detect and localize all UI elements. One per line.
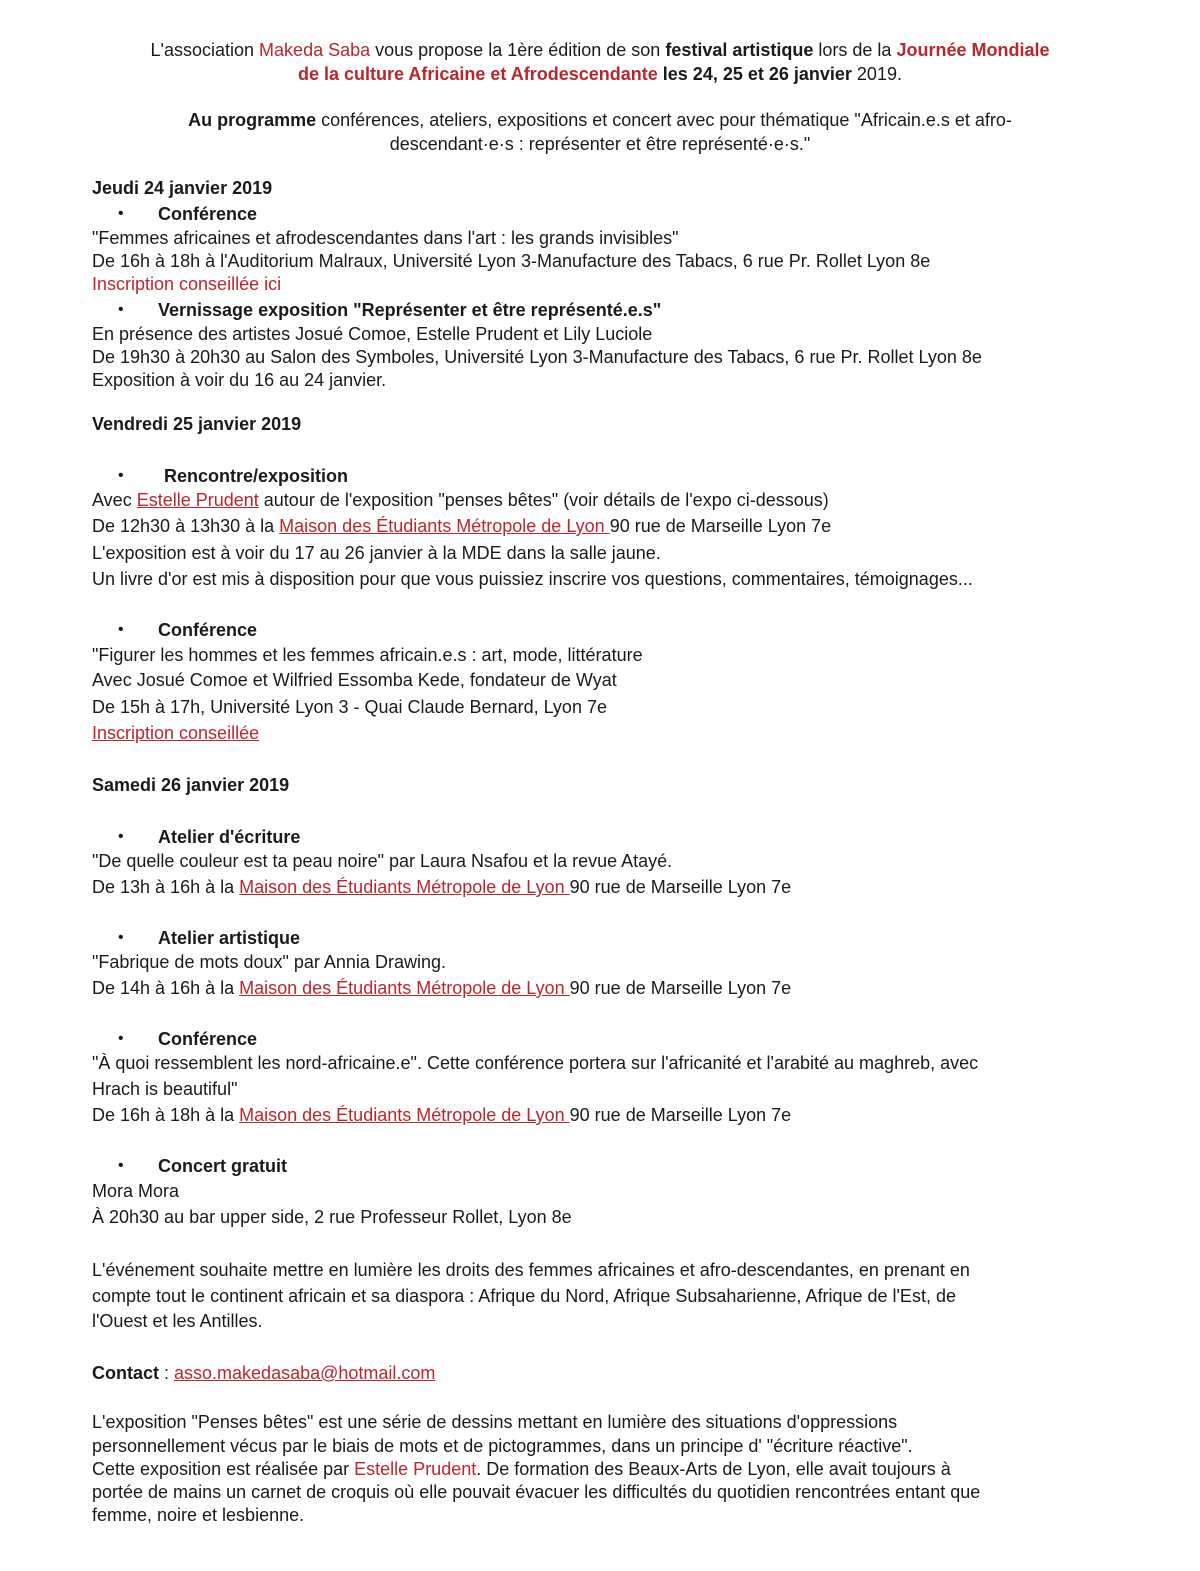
expo-description: Cette exposition est réalisée par Estelle Prudent. De formation des Beaux-Arts de Lyon, elle avait toujours à <box>92 1459 951 1479</box>
festival-label: festival artistique <box>665 40 814 60</box>
day-heading-vendredi: Vendredi 25 janvier 2019 <box>92 414 302 434</box>
event-name: de la culture Africaine et Afrodescendante <box>298 64 658 84</box>
item-artists: Avec Estelle Prudent autour de l'exposition "penses bêtes" (voir détails de l'expo ci-dessous) <box>92 490 829 510</box>
item-title: Conférence <box>158 1029 258 1049</box>
contact-email-link[interactable]: asso.makedasaba@hotmail.com <box>174 1363 436 1383</box>
artist-name: Estelle Prudent <box>354 1459 477 1479</box>
item-title: Conférence <box>158 204 258 224</box>
bullet-icon: • <box>118 621 124 638</box>
day-heading-jeudi: Jeudi 24 janvier 2019 <box>92 178 273 198</box>
closing-text: L'événement souhaite mettre en lumière les droits des femmes africaines et afro-descendantes, en prenant en <box>92 1260 970 1280</box>
venue-link[interactable]: Maison des Étudiants Métropole de Lyon <box>239 877 570 897</box>
expo-description: femme, noire et lesbienne. <box>92 1505 305 1525</box>
bullet-icon: • <box>118 828 124 845</box>
event-year: 2019. <box>851 64 902 84</box>
item-subject: "De quelle couleur est ta peau noire" par Laura Nsafou et la revue Atayé. <box>92 851 673 871</box>
item-location: De 16h à 18h à la Maison des Étudiants Métropole de Lyon 90 rue de Marseille Lyon 7e <box>92 1105 792 1125</box>
program-text: descendant·e·s : représenter et être représenté·e·s." <box>389 134 811 154</box>
item-title: Rencontre/exposition <box>164 466 349 486</box>
program-label: Au programme <box>188 110 317 130</box>
closing-text: compte tout le continent africain et sa diaspora : Afrique du Nord, Afrique Subsaharienne, Afrique de l'Est, de <box>92 1286 956 1306</box>
item-title: Atelier d'écriture <box>158 827 301 847</box>
item-subject: "Fabrique de mots doux" par Annia Drawing. <box>92 952 446 972</box>
registration-link[interactable]: Inscription conseillée <box>92 723 260 743</box>
item-title: Atelier artistique <box>158 928 301 948</box>
item-subject: "Figurer les hommes et les femmes africain.e.s : art, mode, littérature <box>92 645 643 665</box>
association-name: Makeda Saba <box>259 40 371 60</box>
event-dates: les 24, 25 et 26 janvier <box>657 64 852 84</box>
item-location: De 13h à 16h à la Maison des Étudiants Métropole de Lyon 90 rue de Marseille Lyon 7e <box>92 877 792 897</box>
item-dates: Exposition à voir du 16 au 24 janvier. <box>92 370 387 390</box>
item-subject: "Femmes africaines et afrodescendantes dans l'art : les grands invisibles" <box>92 228 679 248</box>
item-subject: "À quoi ressemblent les nord-africaine.e". Cette conférence portera sur l'africanité et l'arabité au maghreb, avec <box>92 1053 979 1073</box>
bullet-icon: • <box>118 929 124 946</box>
item-title: Vernissage exposition "Représenter et être représenté.e.s" <box>158 300 662 320</box>
item-dates: L'exposition est à voir du 17 au 26 janvier à la MDE dans la salle jaune. <box>92 543 661 563</box>
contact-label: Contact <box>92 1363 159 1383</box>
intro-text: L'association <box>150 40 260 60</box>
event-name: Journée Mondiale <box>896 40 1050 60</box>
item-artists: Mora Mora <box>92 1181 180 1201</box>
item-location: De 12h30 à 13h30 à la Maison des Étudiants Métropole de Lyon 90 rue de Marseille Lyon 7e <box>92 516 832 536</box>
day-heading-samedi: Samedi 26 janvier 2019 <box>92 775 290 795</box>
bullet-icon: • <box>118 205 124 222</box>
intro-text: lors de la <box>813 40 897 60</box>
closing-text: l'Ouest et les Antilles. <box>92 1311 263 1331</box>
venue-link[interactable]: Maison des Étudiants Métropole de Lyon <box>239 978 570 998</box>
bullet-icon: • <box>118 467 124 484</box>
item-subject: Hrach is beautiful" <box>92 1079 238 1099</box>
venue-link[interactable]: Maison des Étudiants Métropole de Lyon <box>239 1105 570 1125</box>
program-text: conférences, ateliers, expositions et concert avec pour thématique "Africain.e.s et afro- <box>316 110 1012 130</box>
item-location: De 19h30 à 20h30 au Salon des Symboles, Université Lyon 3-Manufacture des Tabacs, 6 rue Pr. Rollet Lyon 8e <box>92 347 982 367</box>
item-artists: En présence des artistes Josué Comoe, Estelle Prudent et Lily Luciole <box>92 324 653 344</box>
registration-link[interactable]: Inscription conseillée ici <box>92 274 282 294</box>
contact-line: Contact : asso.makedasaba@hotmail.com <box>92 1363 436 1383</box>
item-title: Conférence <box>158 620 258 640</box>
intro-paragraph <box>80 38 1120 86</box>
bullet-icon: • <box>118 1157 124 1174</box>
expo-description: portée de mains un carnet de croquis où elle pouvait évacuer les difficultés du quotidien rencontrées entant que <box>92 1482 981 1502</box>
expo-description: personnellement vécus par le biais de mots et de pictogrammes, dans un principe d' "écriture réactive". <box>92 1436 913 1456</box>
bullet-icon: • <box>118 1030 124 1047</box>
artist-link[interactable]: Estelle Prudent <box>136 490 259 510</box>
venue-link[interactable]: Maison des Étudiants Métropole de Lyon <box>279 516 610 536</box>
item-location: À 20h30 au bar upper side, 2 rue Professeur Rollet, Lyon 8e <box>92 1207 572 1227</box>
bullet-icon: • <box>118 301 124 318</box>
item-location: De 16h à 18h à l'Auditorium Malraux, Université Lyon 3-Manufacture des Tabacs, 6 rue Pr. Rollet Lyon 8e <box>92 251 931 271</box>
expo-description: L'exposition "Penses bêtes" est une série de dessins mettant en lumière des situations d'oppressions <box>92 1412 898 1432</box>
intro-text: vous propose la 1ère édition de son <box>370 40 666 60</box>
item-title: Concert gratuit <box>158 1156 288 1176</box>
item-note: Un livre d'or est mis à disposition pour que vous puissiez inscrire vos questions, commentaires, témoignages... <box>92 569 973 589</box>
item-speakers: Avec Josué Comoe et Wilfried Essomba Kede, fondateur de Wyat <box>92 670 617 690</box>
program-paragraph <box>80 108 1120 156</box>
item-location: De 14h à 16h à la Maison des Étudiants Métropole de Lyon 90 rue de Marseille Lyon 7e <box>92 978 792 998</box>
item-location: De 15h à 17h, Université Lyon 3 - Quai Claude Bernard, Lyon 7e <box>92 697 607 717</box>
